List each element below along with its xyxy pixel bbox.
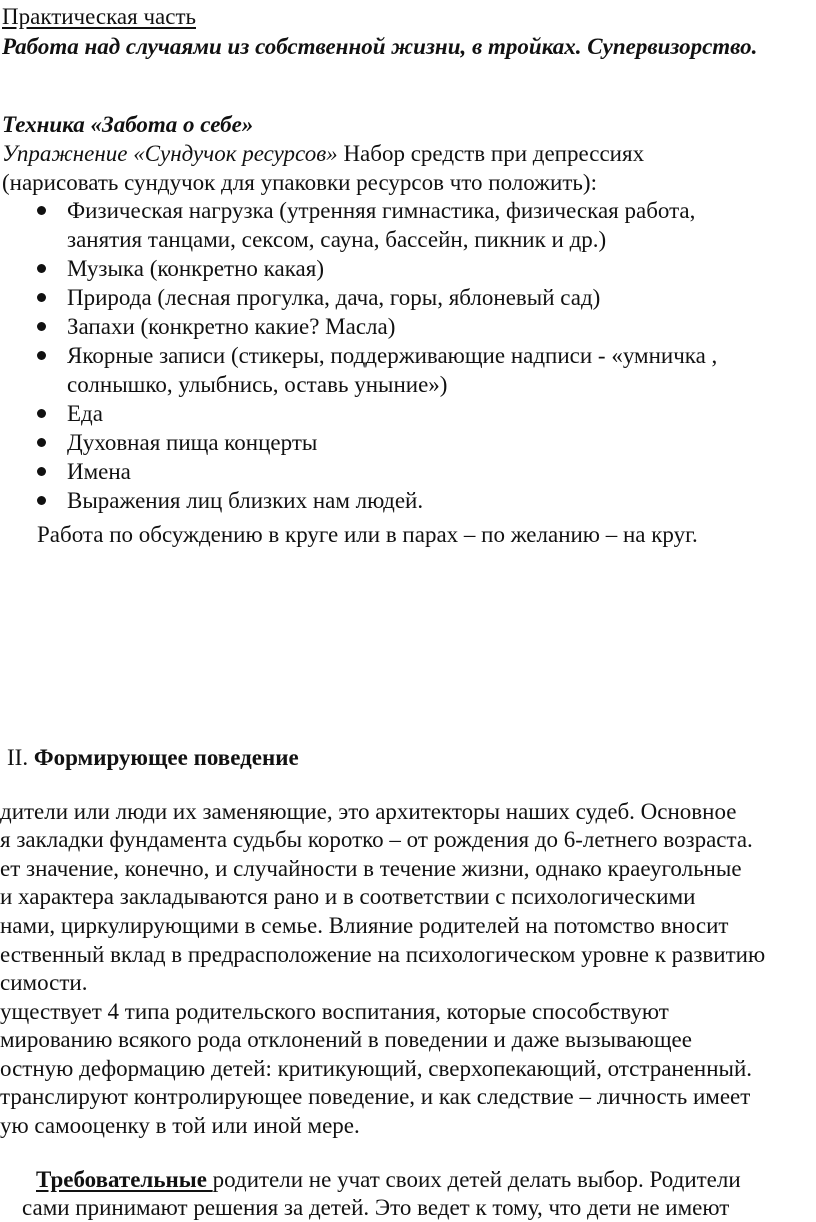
section2-heading [7, 743, 299, 772]
list-item: Имена [67, 459, 131, 484]
list-item: Музыка (конкретно какая) [67, 256, 324, 281]
demanding-rest: родители не учат своих детей делать выбор. Родители [212, 1167, 741, 1192]
discussion-text: Работа по обсуждению в круге или в парах – по желанию – на круг. [37, 522, 698, 547]
last-visible-line: сами принимают решения за детей. Это ведет к тому, что дети не имеют [22, 1195, 730, 1220]
paragraph-line: ественный вклад в предрасположение на психологическом уровне к развитию [0, 942, 766, 967]
list-item: занятия танцами, сексом, сауна, бассейн, пикник и др.) [67, 227, 607, 252]
list-item: Духовная пища концерты [67, 430, 318, 455]
bullet-icon [37, 496, 46, 505]
demanding-word: Требовательные [36, 1167, 213, 1192]
paragraph-line: нами, циркулирующими в семье. Влияние родителей на потомство вносит [0, 913, 729, 938]
exercise-desc: Набор средств при депрессиях [337, 141, 645, 166]
paragraph-line: дители или люди их заменяющие, это архитекторы наших судеб. Основное [0, 799, 737, 824]
paragraph-line: мированию всякого рода отклонений в поведении и даже вызывающее [0, 1027, 692, 1052]
paragraph-line: ую самооценку в той или иной мере. [0, 1113, 360, 1138]
technique-title: Техника «Забота о себе» [2, 112, 254, 137]
list-item: Якорные записи (стикеры, поддерживающие надписи - «умничка , [67, 343, 718, 368]
list-item: Выражения лиц близких нам людей. [67, 488, 424, 513]
list-item: Физическая нагрузка (утренняя гимнастика, физическая работа, [67, 198, 696, 223]
bullet-icon [37, 264, 46, 273]
paragraph-line: и характера закладываются рано и в соответствии с психологическими [0, 884, 696, 909]
exercise-desc-line2: (нарисовать сундучок для упаковки ресурсов что положить): [2, 170, 597, 195]
practical-heading: Практическая часть [2, 4, 196, 29]
paragraph-line: я закладки фундамента судьбы коротко – от рождения до 6-летнего возраста. [0, 827, 753, 852]
paragraph-line: симости. [0, 970, 88, 995]
list-item: Запахи (конкретно какие? Масла) [67, 314, 396, 339]
paragraph-line: остную деформацию детей: критикующий, сверхопекающий, отстраненный. [0, 1056, 753, 1081]
bullet-icon [37, 438, 46, 447]
paragraph-line: ет значение, конечно, и случайности в течение жизни, однако краеугольные [0, 856, 742, 881]
list-item: Природа (лесная прогулка, дача, горы, яблоневый сад) [67, 285, 601, 310]
demanding-line [36, 1165, 741, 1194]
bullet-icon [37, 467, 46, 476]
exercise-line [2, 139, 644, 168]
bullet-icon [37, 351, 46, 360]
exercise-name: Упражнение «Сундучок ресурсов» [2, 141, 338, 166]
bullet-icon [37, 293, 46, 302]
section2-numeral: II. [7, 745, 29, 770]
bullet-icon [37, 322, 46, 331]
list-item: солнышко, улыбнись, оставь уныние») [67, 372, 448, 397]
practical-subtitle: Работа над случаями из собственной жизни, в тройках. Супервизорство. [2, 34, 758, 59]
section2-title: Формирующее поведение [33, 745, 299, 770]
bullet-icon [37, 206, 46, 215]
list-item: Еда [67, 401, 103, 426]
bullet-icon [37, 409, 46, 418]
paragraph-line: транслируют контролирующее поведение, и как следствие – личность имеет [0, 1084, 751, 1109]
paragraph-line: уществует 4 типа родительского воспитания, которые способствуют [0, 999, 669, 1024]
